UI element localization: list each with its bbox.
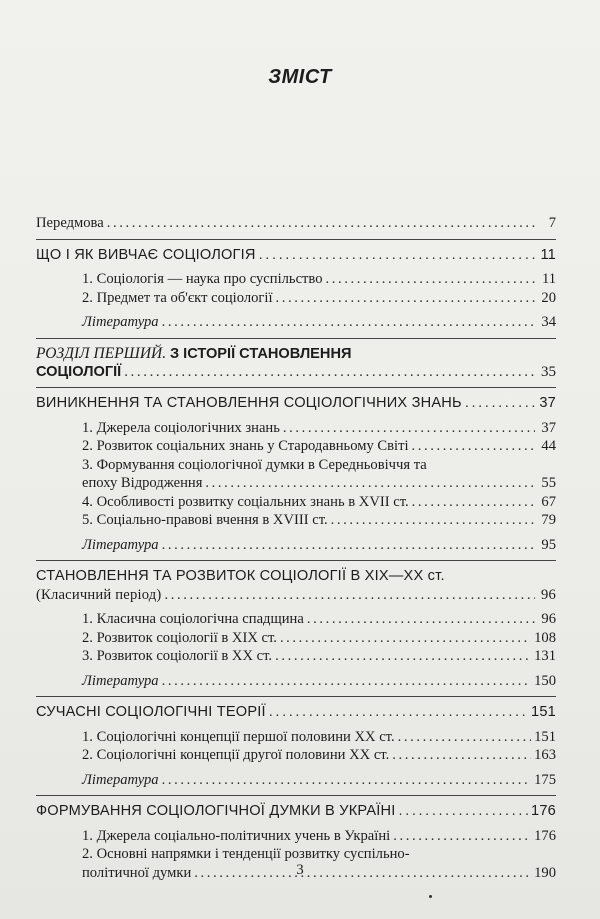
part-title-line2: СОЦІОЛОГІЇ (36, 363, 122, 380)
leader-dots (465, 394, 535, 413)
leader-dots (399, 802, 529, 821)
toc-entry-text: Передмова (36, 215, 104, 231)
leader-dots (412, 493, 535, 512)
leader-dots (259, 246, 535, 265)
leader-dots (392, 746, 531, 765)
toc-entry-text: 1. Соціологія — наука про суспільство (82, 271, 323, 287)
toc-entry-text: Література (82, 771, 159, 788)
toc-page-number: 11 (541, 271, 556, 287)
toc-entry-text-line1: СТАНОВЛЕННЯ ТА РОЗВИТОК СОЦІОЛОГІЇ В XIX—XX ст. (36, 568, 445, 584)
toc-entry-text: ВИНИКНЕННЯ ТА СТАНОВЛЕННЯ СОЦІОЛОГІЧНИХ ЗНАНЬ (36, 395, 462, 411)
toc-entry[interactable] (36, 746, 556, 765)
toc-entry-text: 4. Особливості розвитку соціальних знань в XVII ст. (82, 493, 409, 510)
toc-page-number: 67 (541, 493, 556, 510)
toc-entry-text: 2. Соціологічні концепції другої половини XX ст. (82, 747, 390, 763)
leader-dots (275, 647, 531, 666)
toc-entry[interactable] (36, 610, 556, 629)
toc-entry-text: ФОРМУВАННЯ СОЦІОЛОГІЧНОЇ ДУМКИ В УКРАЇНІ (36, 803, 396, 819)
toc-entry-preface[interactable] (36, 214, 556, 233)
toc-page-number: 95 (541, 536, 556, 553)
toc-entry-text-line2: (Класичний період) (36, 586, 162, 603)
toc-entry[interactable] (36, 647, 556, 666)
toc-page-number: 131 (534, 648, 556, 664)
part-title-line1: З ІСТОРІЇ СТАНОВЛЕННЯ (169, 345, 352, 362)
toc-entry-text: Література (82, 536, 159, 553)
toc-page-number: 37 (541, 419, 556, 436)
toc-page-number: 79 (541, 512, 556, 528)
leader-dots (162, 313, 535, 332)
toc-page-number: 150 (534, 672, 556, 689)
leader-dots (283, 419, 535, 438)
toc-entry-text: 2. Розвиток соціології в XIX ст. (82, 629, 277, 646)
toc-entry-text: 2. Предмет та об'єкт соціології (82, 289, 273, 306)
leader-dots (307, 610, 535, 629)
leader-dots (107, 214, 535, 233)
toc-page-number: 175 (534, 771, 556, 788)
toc-section-heading[interactable] (36, 394, 556, 413)
toc-entry[interactable] (36, 419, 556, 438)
toc-entry-text: СУЧАСНІ СОЦІОЛОГІЧНІ ТЕОРІЇ (36, 704, 266, 720)
toc-entry-text: 5. Соціально-правові вчення в XVIII ст. (82, 512, 328, 528)
toc-entry-literature[interactable] (36, 672, 556, 691)
toc-page-number: 190 (534, 864, 556, 881)
toc-page-number: 108 (534, 629, 556, 646)
paper-speck (429, 895, 432, 898)
leader-dots (269, 703, 528, 722)
toc-entry[interactable] (36, 511, 556, 530)
toc-entry-literature[interactable] (36, 771, 556, 790)
leader-dots (276, 289, 535, 308)
toc-page-number: 35 (541, 363, 556, 380)
leader-dots (162, 672, 532, 691)
toc-entry[interactable] (36, 493, 556, 512)
leader-dots (162, 536, 535, 555)
toc-entry[interactable] (36, 289, 556, 308)
toc-page-number: 176 (534, 827, 556, 844)
leader-dots (124, 363, 535, 382)
toc-entry-multiline[interactable] (36, 456, 556, 493)
toc-section-heading[interactable] (36, 703, 556, 722)
toc-entry-literature[interactable] (36, 313, 556, 332)
toc-page-number: 11 (540, 246, 556, 263)
toc-section-heading[interactable] (36, 246, 556, 265)
toc-entry-text: 1. Джерела соціологічних знань (82, 419, 280, 436)
leader-dots (326, 270, 535, 289)
toc-page-number: 44 (541, 438, 556, 454)
toc-page-number: 151 (531, 704, 556, 720)
toc-entry-text-line1: 3. Формування соціологічної думки в Середньовіччя та (82, 456, 427, 473)
toc-entry-text: 1. Джерела соціально-політичних учень в Україні (82, 827, 391, 844)
toc-entry-text: 1. Соціологічні концепції першої половини XX ст. (82, 728, 395, 745)
toc-entry-text-line1: 2. Основні напрямки і тенденції розвитку суспільно- (82, 846, 410, 862)
toc-page-number: 96 (541, 586, 556, 603)
toc-entry-text: Література (82, 314, 159, 330)
toc-page-number: 7 (548, 215, 556, 231)
toc-entry-text: Література (82, 672, 159, 689)
table-of-contents (36, 214, 556, 882)
toc-section-heading-multiline[interactable] (36, 567, 556, 604)
toc-entry-literature[interactable] (36, 536, 556, 555)
toc-entry[interactable] (36, 827, 556, 846)
toc-entry-text: ЩО І ЯК ВИВЧАЄ СОЦІОЛОГІЯ (36, 246, 256, 263)
leader-dots (393, 827, 531, 846)
toc-part-heading[interactable] (36, 345, 556, 382)
toc-page-number: 163 (534, 747, 556, 763)
toc-entry-text-line2: політичної думки (82, 864, 192, 881)
leader-dots (412, 437, 535, 456)
leader-dots (164, 586, 535, 605)
toc-entry[interactable] (36, 270, 556, 289)
leader-dots (398, 728, 532, 747)
leader-dots (205, 474, 535, 493)
leader-dots (331, 511, 535, 530)
toc-section-heading[interactable] (36, 802, 556, 821)
toc-page-number: 34 (541, 314, 556, 330)
toc-entry-text-line2: епоху Відродження (82, 475, 203, 491)
toc-page-number: 151 (534, 728, 556, 745)
toc-entry[interactable] (36, 728, 556, 747)
toc-entry[interactable] (36, 629, 556, 648)
page-number: 3 (296, 862, 304, 878)
toc-page-number: 37 (539, 395, 556, 411)
toc-page-number: 176 (531, 803, 556, 819)
toc-page-number: 96 (541, 611, 556, 627)
toc-entry-text: 1. Класична соціологічна спадщина (82, 611, 304, 627)
leader-dots (162, 771, 532, 790)
toc-entry[interactable] (36, 437, 556, 456)
toc-entry-text: 2. Розвиток соціальних знань у Стародавньому Світі (82, 438, 409, 454)
toc-entry-text: 3. Розвиток соціології в XX ст. (82, 648, 273, 664)
toc-page-number: 55 (541, 475, 556, 491)
toc-page-number: 20 (541, 289, 556, 306)
leader-dots (280, 629, 531, 648)
page-title: ЗМІСТ (268, 66, 332, 88)
part-label: РОЗДІЛ ПЕРШИЙ. (36, 344, 167, 362)
